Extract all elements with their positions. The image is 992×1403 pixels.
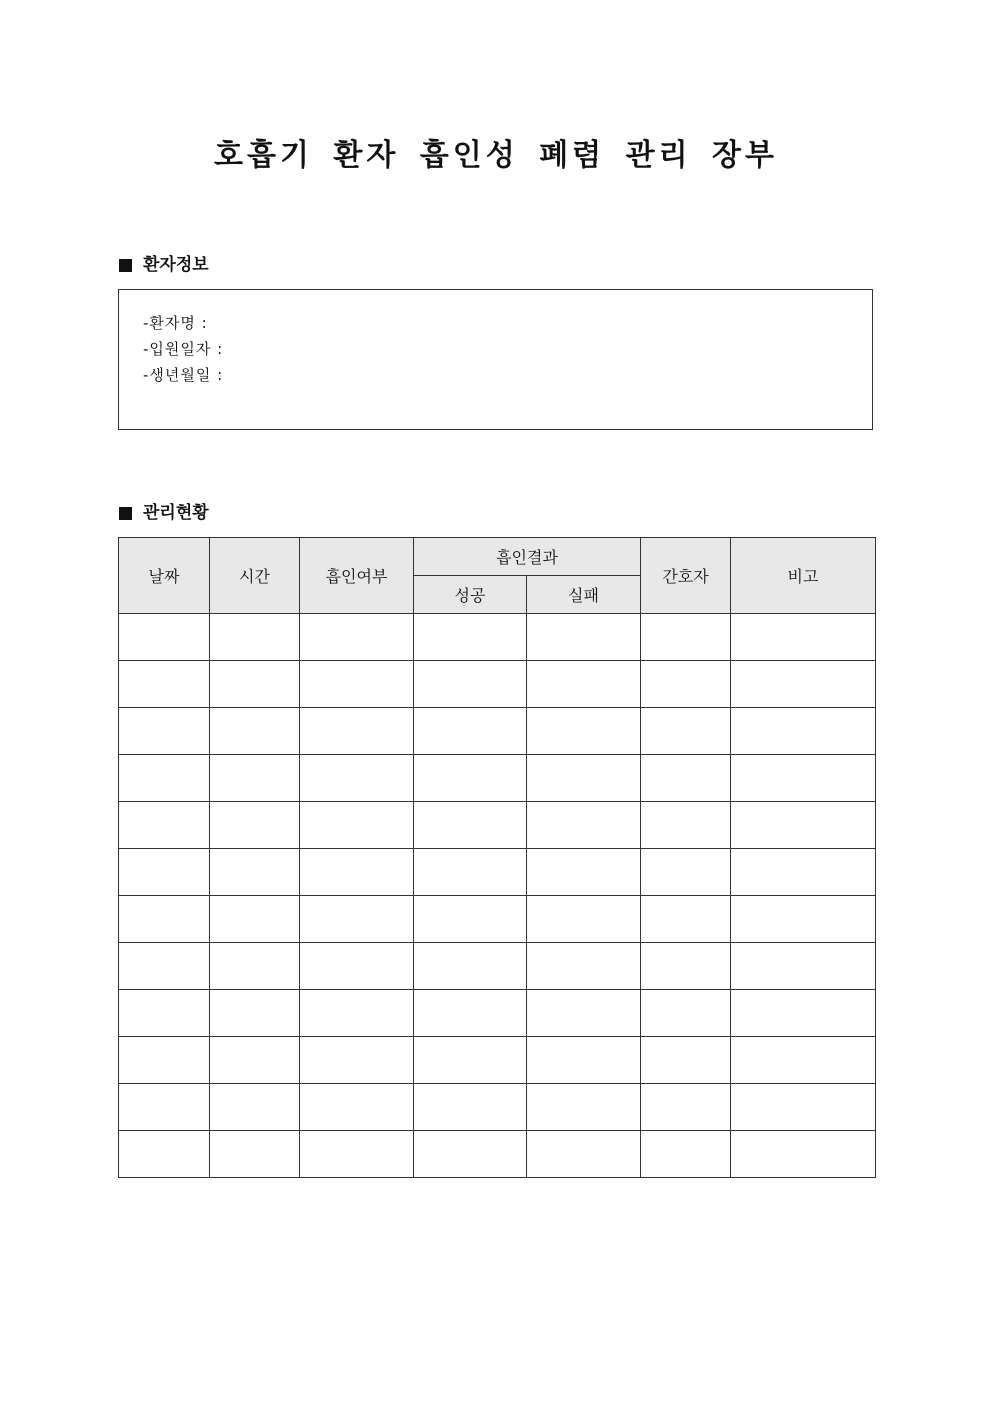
- column-header-time: 시간: [210, 538, 300, 614]
- cell-date[interactable]: [119, 849, 210, 896]
- cell-nurse[interactable]: [641, 661, 731, 708]
- management-status-heading: [119, 501, 209, 525]
- cell-remarks[interactable]: [731, 614, 876, 661]
- cell-remarks[interactable]: [731, 1131, 876, 1178]
- cell-date[interactable]: [119, 990, 210, 1037]
- cell-nurse[interactable]: [641, 614, 731, 661]
- table-row: [119, 1131, 876, 1178]
- cell-success[interactable]: [414, 614, 527, 661]
- patient-info-heading: [119, 253, 209, 277]
- column-header-remarks: 비고: [731, 538, 876, 614]
- patient-info-box: [118, 289, 873, 430]
- management-log-table: [118, 537, 876, 1178]
- cell-time[interactable]: [210, 1037, 300, 1084]
- cell-failure[interactable]: [527, 802, 641, 849]
- cell-success[interactable]: [414, 708, 527, 755]
- table-row: [119, 1037, 876, 1084]
- cell-success[interactable]: [414, 990, 527, 1037]
- cell-suction-done[interactable]: [300, 896, 414, 943]
- cell-suction-done[interactable]: [300, 943, 414, 990]
- cell-failure[interactable]: [527, 943, 641, 990]
- cell-failure[interactable]: [527, 1084, 641, 1131]
- cell-remarks[interactable]: [731, 802, 876, 849]
- cell-date[interactable]: [119, 708, 210, 755]
- patient-name-field[interactable]: -환자명 :: [143, 314, 208, 332]
- cell-time[interactable]: [210, 896, 300, 943]
- cell-time[interactable]: [210, 661, 300, 708]
- cell-remarks[interactable]: [731, 1084, 876, 1131]
- cell-failure[interactable]: [527, 614, 641, 661]
- cell-nurse[interactable]: [641, 755, 731, 802]
- cell-date[interactable]: [119, 755, 210, 802]
- cell-nurse[interactable]: [641, 802, 731, 849]
- management-log-body: [119, 614, 876, 1178]
- table-row: [119, 661, 876, 708]
- cell-suction-done[interactable]: [300, 614, 414, 661]
- cell-suction-done[interactable]: [300, 661, 414, 708]
- cell-remarks[interactable]: [731, 755, 876, 802]
- cell-suction-done[interactable]: [300, 708, 414, 755]
- cell-nurse[interactable]: [641, 1084, 731, 1131]
- cell-suction-done[interactable]: [300, 802, 414, 849]
- cell-date[interactable]: [119, 1037, 210, 1084]
- cell-date[interactable]: [119, 661, 210, 708]
- cell-nurse[interactable]: [641, 1131, 731, 1178]
- cell-time[interactable]: [210, 708, 300, 755]
- cell-success[interactable]: [414, 802, 527, 849]
- cell-time[interactable]: [210, 1084, 300, 1131]
- cell-suction-done[interactable]: [300, 755, 414, 802]
- cell-nurse[interactable]: [641, 849, 731, 896]
- cell-suction-done[interactable]: [300, 849, 414, 896]
- cell-failure[interactable]: [527, 896, 641, 943]
- cell-time[interactable]: [210, 614, 300, 661]
- cell-remarks[interactable]: [731, 661, 876, 708]
- cell-time[interactable]: [210, 849, 300, 896]
- table-row: [119, 802, 876, 849]
- column-header-nurse: 간호자: [641, 538, 731, 614]
- cell-failure[interactable]: [527, 1037, 641, 1084]
- cell-nurse[interactable]: [641, 990, 731, 1037]
- cell-suction-done[interactable]: [300, 1037, 414, 1084]
- square-bullet-icon: [119, 507, 132, 520]
- column-header-success: 성공: [414, 576, 527, 614]
- cell-suction-done[interactable]: [300, 1131, 414, 1178]
- cell-failure[interactable]: [527, 990, 641, 1037]
- cell-date[interactable]: [119, 614, 210, 661]
- cell-success[interactable]: [414, 896, 527, 943]
- cell-remarks[interactable]: [731, 849, 876, 896]
- cell-remarks[interactable]: [731, 943, 876, 990]
- cell-date[interactable]: [119, 1084, 210, 1131]
- table-row: [119, 943, 876, 990]
- cell-nurse[interactable]: [641, 708, 731, 755]
- management-status-heading-label: 관리현황: [143, 503, 209, 523]
- cell-time[interactable]: [210, 1131, 300, 1178]
- column-header-failure: 실패: [527, 576, 641, 614]
- column-header-suction-result: 흡인결과: [414, 538, 641, 576]
- cell-remarks[interactable]: [731, 708, 876, 755]
- admission-date-field[interactable]: -입원일자 :: [143, 340, 224, 358]
- cell-failure[interactable]: [527, 1131, 641, 1178]
- table-row: [119, 614, 876, 661]
- patient-info-heading-label: 환자정보: [143, 255, 209, 275]
- table-row: [119, 849, 876, 896]
- cell-success[interactable]: [414, 1037, 527, 1084]
- cell-failure[interactable]: [527, 755, 641, 802]
- cell-time[interactable]: [210, 802, 300, 849]
- cell-success[interactable]: [414, 661, 527, 708]
- cell-success[interactable]: [414, 755, 527, 802]
- cell-suction-done[interactable]: [300, 990, 414, 1037]
- cell-date[interactable]: [119, 1131, 210, 1178]
- table-row: [119, 1084, 876, 1131]
- column-header-date: 날짜: [119, 538, 210, 614]
- cell-nurse[interactable]: [641, 1037, 731, 1084]
- cell-success[interactable]: [414, 1084, 527, 1131]
- cell-success[interactable]: [414, 943, 527, 990]
- cell-failure[interactable]: [527, 661, 641, 708]
- cell-time[interactable]: [210, 755, 300, 802]
- cell-nurse[interactable]: [641, 943, 731, 990]
- cell-remarks[interactable]: [731, 1037, 876, 1084]
- cell-remarks[interactable]: [731, 990, 876, 1037]
- cell-time[interactable]: [210, 943, 300, 990]
- cell-remarks[interactable]: [731, 896, 876, 943]
- document-title: 호흡기 환자 흡인성 폐렴 관리 장부: [214, 138, 778, 173]
- cell-suction-done[interactable]: [300, 1084, 414, 1131]
- table-row: [119, 708, 876, 755]
- table-row: [119, 896, 876, 943]
- table-row: [119, 755, 876, 802]
- column-header-suction-done: 흡인여부: [300, 538, 414, 614]
- cell-success[interactable]: [414, 849, 527, 896]
- cell-time[interactable]: [210, 990, 300, 1037]
- square-bullet-icon: [119, 259, 132, 272]
- cell-nurse[interactable]: [641, 896, 731, 943]
- cell-failure[interactable]: [527, 849, 641, 896]
- birth-date-field[interactable]: -생년월일 :: [143, 366, 224, 384]
- table-row: [119, 990, 876, 1037]
- cell-date[interactable]: [119, 943, 210, 990]
- cell-failure[interactable]: [527, 708, 641, 755]
- cell-date[interactable]: [119, 802, 210, 849]
- cell-date[interactable]: [119, 896, 210, 943]
- cell-success[interactable]: [414, 1131, 527, 1178]
